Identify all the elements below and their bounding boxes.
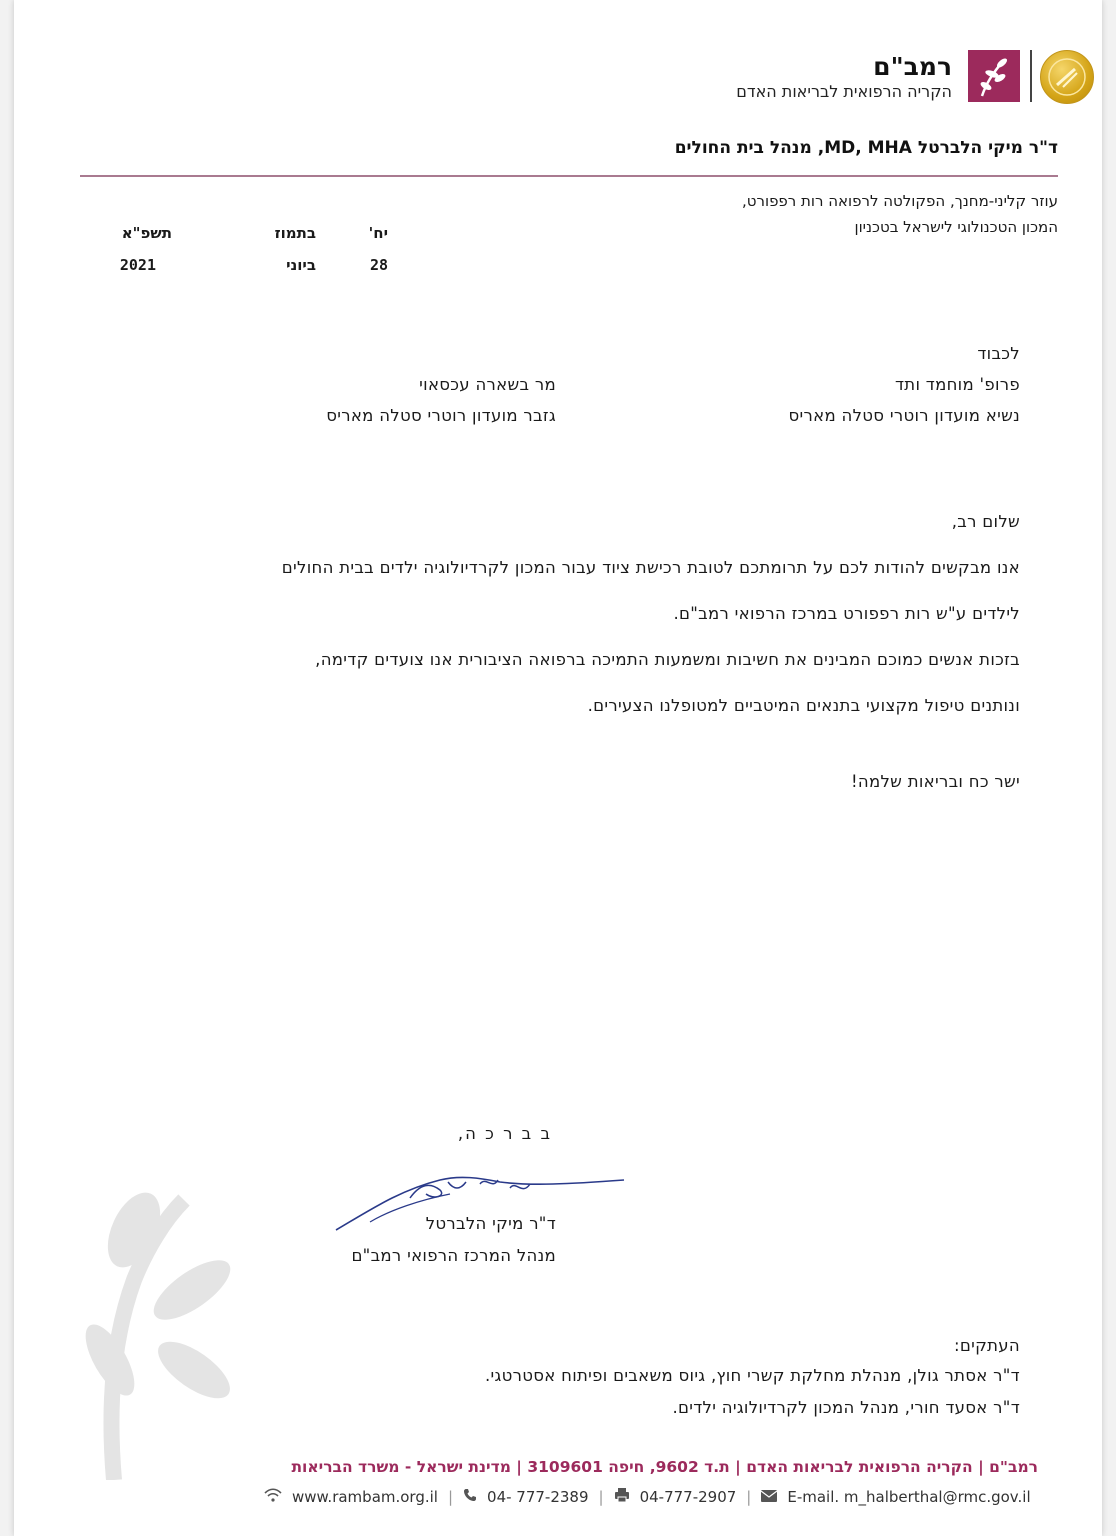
wifi-icon bbox=[264, 1488, 282, 1506]
date-day: 28 bbox=[369, 256, 388, 274]
recipient2-name: מר בשארה עכסאוי bbox=[419, 375, 556, 394]
leaf-watermark-icon bbox=[74, 1190, 244, 1484]
recipient2-title: גזבר מועדון רוטרי סטלה מאריס bbox=[326, 406, 556, 425]
salutation: לכבוד bbox=[977, 344, 1020, 363]
director-line: ד"ר מיקי הלברטל MD, MHA, מנהל בית החולים bbox=[674, 138, 1058, 158]
footer-website[interactable]: www.rambam.org.il bbox=[292, 1488, 438, 1506]
copy-recipient-2: ד"ר אסעד חורי, מנהל המכון לקרדיולוגיה ילדים. bbox=[672, 1398, 1020, 1417]
letter-page bbox=[14, 0, 1102, 1536]
greeting: שלום רב, bbox=[951, 512, 1020, 531]
paragraph1-line2: לילדים ע"ש רות רפפורט במרכז הרפואי רמב"ם. bbox=[673, 604, 1020, 623]
footer-separator: | bbox=[598, 1488, 604, 1506]
footer-separator: | bbox=[746, 1488, 752, 1506]
date-heb-year: תשפ"א bbox=[121, 224, 172, 242]
logo-name: רמב"ם bbox=[873, 52, 952, 81]
footer-separator: | bbox=[447, 1488, 454, 1506]
blessing: ב ב ר כ ה, bbox=[457, 1124, 552, 1143]
paragraph1-line1: אנו מבקשים להודות לכם על תרומתכם לטובת רכישת ציוד עבור המכון לקרדיולוגיה ילדים בבית החולים bbox=[281, 558, 1020, 577]
closing-line: ישר כח ובריאות שלמה! bbox=[850, 772, 1020, 791]
email-icon bbox=[761, 1488, 777, 1506]
header-rule bbox=[80, 175, 1058, 177]
accreditation-seal-icon bbox=[1040, 50, 1094, 104]
director-title-line2: המכון הטכנולוגי לישראל בטכניון bbox=[854, 218, 1058, 236]
signer-name: ד"ר מיקי הלברטל bbox=[425, 1214, 556, 1233]
footer-phone: 04- 777-2389 bbox=[487, 1488, 589, 1506]
footer-fax: 04-777-2907 bbox=[639, 1488, 737, 1506]
paragraph2-line1: בזכות אנשים כמוכם המבינים את חשיבות ומשמעות התמיכה ברפואה הציבורית אנו צועדים קדימה, bbox=[315, 650, 1020, 669]
recipient1-title: נשיא מועדון רוטרי סטלה מאריס bbox=[788, 406, 1020, 425]
date-heb-month: בתמוז bbox=[274, 224, 316, 242]
copy-recipient-1: ד"ר אסתר גולן, מנהלת מחלקת קשרי חוץ, גיוס משאבים ופיתוח אסטרטגי. bbox=[484, 1366, 1020, 1385]
footer-contact-line bbox=[264, 1488, 1031, 1506]
recipient1-name: פרופ' מוחמד ותד bbox=[895, 375, 1020, 394]
fax-icon bbox=[614, 1488, 630, 1506]
logo-divider bbox=[1030, 50, 1032, 102]
paragraph2-line2: ונותנים טיפול מקצועי בתנאים המיטביים למטופלנו הצעירים. bbox=[587, 696, 1020, 715]
footer-email[interactable]: E-mail. m_halberthal@rmc.gov.il bbox=[787, 1488, 1031, 1506]
date-month: ביוני bbox=[286, 256, 316, 274]
footer-address-line: רמב"ם | הקריה הרפואית לבריאות האדם | ת.ד 9602, חיפה 3109601 | מדינת ישראל - משרד הבריאות bbox=[291, 1458, 1038, 1476]
rambam-logo-icon bbox=[968, 50, 1020, 102]
phone-icon bbox=[463, 1488, 477, 1506]
signer-role: מנהל המרכז הרפואי רמב"ם bbox=[351, 1246, 556, 1265]
date-heb-day: יח' bbox=[368, 224, 388, 242]
director-title-line1: עוזר קליני-מחנך, הפקולטה לרפואה רות רפפורט, bbox=[742, 192, 1058, 210]
date-year: 2021 bbox=[119, 256, 156, 274]
copies-heading: העתקים: bbox=[954, 1336, 1020, 1355]
logo-tagline: הקריה הרפואית לבריאות האדם bbox=[736, 82, 952, 101]
